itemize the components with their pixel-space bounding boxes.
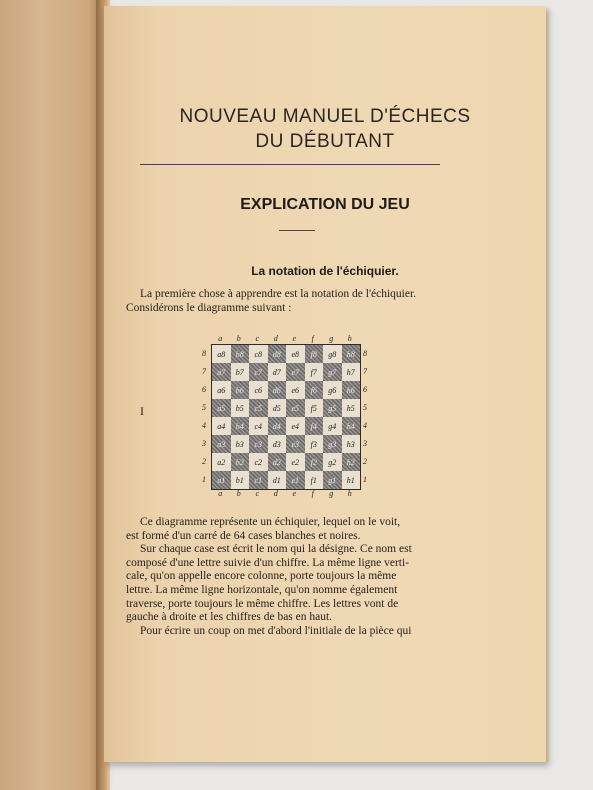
- square-b5: b5: [231, 399, 250, 417]
- subheading: La notation de l'échiquier.: [251, 264, 399, 278]
- file-labels-bottom: [211, 489, 359, 498]
- file-label: a: [218, 334, 223, 343]
- file-label: d: [273, 334, 278, 343]
- left-page: [0, 0, 104, 790]
- file-label: d: [273, 489, 278, 498]
- figure-mark: I: [140, 404, 144, 418]
- square-e1: e1: [286, 471, 305, 489]
- file-label: b: [236, 334, 241, 343]
- section-title: EXPLICATION DU JEU: [240, 196, 410, 213]
- square-b4: b4: [231, 417, 250, 435]
- body-line: traverse, porte toujours le même chiffre. Les lettres vont de: [126, 597, 399, 610]
- rank-labels-left: [199, 344, 209, 488]
- rank-label: 6: [202, 384, 206, 394]
- square-b3: b3: [231, 435, 250, 453]
- square-b6: b6: [231, 381, 250, 399]
- square-e3: e3: [286, 435, 305, 453]
- square-h2: h2: [342, 453, 361, 471]
- square-d6: d6: [268, 381, 287, 399]
- square-b1: b1: [231, 471, 250, 489]
- square-f2: f2: [305, 453, 324, 471]
- square-h6: h6: [342, 381, 361, 399]
- square-e4: e4: [286, 417, 305, 435]
- rank-label: 7: [202, 366, 206, 376]
- file-label: c: [255, 334, 260, 343]
- file-label: c: [255, 489, 260, 498]
- square-a2: a2: [212, 453, 231, 471]
- square-g3: g3: [323, 435, 342, 453]
- square-a4: a4: [212, 417, 231, 435]
- body-line: lettre. La même ligne horizontale, qu'on nomme également: [126, 584, 398, 596]
- file-label: b: [236, 489, 241, 498]
- square-f3: f3: [305, 435, 324, 453]
- square-h8: h8: [342, 345, 361, 363]
- title-line-2: DU DÉBUTANT: [255, 131, 395, 152]
- body-line: Sur chaque case est écrit le nom qui la désigne. Ce nom est: [140, 543, 412, 556]
- square-c7: c7: [249, 363, 268, 381]
- square-f7: f7: [305, 363, 324, 381]
- square-b7: b7: [231, 363, 250, 381]
- square-c1: c1: [249, 471, 268, 489]
- file-label: e: [292, 334, 297, 343]
- file-label: g: [329, 334, 334, 343]
- file-label: h: [347, 489, 352, 498]
- square-d5: d5: [268, 399, 287, 417]
- square-h4: h4: [342, 417, 361, 435]
- body-line: Ce diagramme représente un échiquier, lequel on le voit,: [140, 516, 401, 528]
- square-d2: d2: [268, 453, 287, 471]
- rank-label: 4: [202, 420, 206, 430]
- square-h7: h7: [342, 363, 361, 381]
- body-line: gauche à droite et les chiffres de bas en haut.: [126, 611, 333, 624]
- square-d1: d1: [268, 471, 287, 489]
- square-d4: d4: [268, 417, 287, 435]
- body-line: Pour écrire un coup on met d'abord l'initiale de la pièce qui: [140, 624, 412, 637]
- rank-label: 5: [202, 402, 206, 412]
- intro-line-1: La première chose à apprendre est la notation de l'échiquier.: [140, 288, 417, 300]
- file-label: e: [292, 489, 297, 498]
- title-rule: [140, 164, 440, 165]
- rank-label: 3: [363, 438, 367, 448]
- square-d7: d7: [268, 363, 287, 381]
- square-d3: d3: [268, 435, 287, 453]
- square-c5: c5: [249, 399, 268, 417]
- rank-label: 8: [202, 348, 206, 358]
- chessboard: [211, 344, 361, 490]
- square-a1: a1: [212, 471, 231, 489]
- square-h1: h1: [342, 471, 361, 489]
- square-e6: e6: [286, 381, 305, 399]
- rank-label: 8: [363, 348, 367, 358]
- square-e8: e8: [286, 345, 305, 363]
- file-label: a: [218, 489, 223, 498]
- file-label: h: [347, 334, 352, 343]
- square-f6: f6: [305, 381, 324, 399]
- rank-label: 7: [363, 366, 367, 376]
- square-g6: g6: [323, 381, 342, 399]
- book-page: [104, 6, 546, 762]
- square-f5: f5: [305, 399, 324, 417]
- square-c3: c3: [249, 435, 268, 453]
- rank-label: 1: [363, 474, 367, 484]
- square-h3: h3: [342, 435, 361, 453]
- square-e7: e7: [286, 363, 305, 381]
- square-c2: c2: [249, 453, 268, 471]
- square-g8: g8: [323, 345, 342, 363]
- square-g2: g2: [323, 453, 342, 471]
- file-label: g: [329, 489, 334, 498]
- square-a5: a5: [212, 399, 231, 417]
- rank-label: 6: [363, 384, 367, 394]
- rank-label: 2: [363, 456, 367, 466]
- intro-line-2: Considérons le diagramme suivant :: [126, 302, 292, 314]
- rank-labels-right: [360, 344, 370, 488]
- square-a8: a8: [212, 345, 231, 363]
- square-b8: b8: [231, 345, 250, 363]
- square-g4: g4: [323, 417, 342, 435]
- square-g5: g5: [323, 399, 342, 417]
- square-f1: f1: [305, 471, 324, 489]
- rank-label: 4: [363, 420, 367, 430]
- square-a7: a7: [212, 363, 231, 381]
- square-b2: b2: [231, 453, 250, 471]
- rank-label: 5: [363, 402, 367, 412]
- square-d8: d8: [268, 345, 287, 363]
- square-a6: a6: [212, 381, 231, 399]
- square-c8: c8: [249, 345, 268, 363]
- title-line-1: NOUVEAU MANUEL D'ÉCHECS: [179, 106, 471, 127]
- rank-label: 2: [202, 456, 206, 466]
- chessboard-diagram: [199, 334, 369, 498]
- section-rule: [279, 230, 315, 231]
- file-labels-top: [211, 334, 359, 343]
- square-a3: a3: [212, 435, 231, 453]
- body-line: composé d'une lettre suivie d'un chiffre. La même ligne verti-: [126, 556, 410, 569]
- square-e2: e2: [286, 453, 305, 471]
- file-label: f: [311, 334, 314, 343]
- square-f8: f8: [305, 345, 324, 363]
- square-h5: h5: [342, 399, 361, 417]
- square-g1: g1: [323, 471, 342, 489]
- square-c6: c6: [249, 381, 268, 399]
- body-line: est formé d'un carré de 64 cases blanches et noires.: [126, 529, 361, 542]
- square-e5: e5: [286, 399, 305, 417]
- square-c4: c4: [249, 417, 268, 435]
- body-line: cale, qu'on appelle encore colonne, porte toujours la même: [126, 570, 397, 583]
- square-f4: f4: [305, 417, 324, 435]
- file-label: f: [311, 489, 314, 498]
- rank-label: 3: [202, 438, 206, 448]
- square-g7: g7: [323, 363, 342, 381]
- rank-label: 1: [202, 474, 206, 484]
